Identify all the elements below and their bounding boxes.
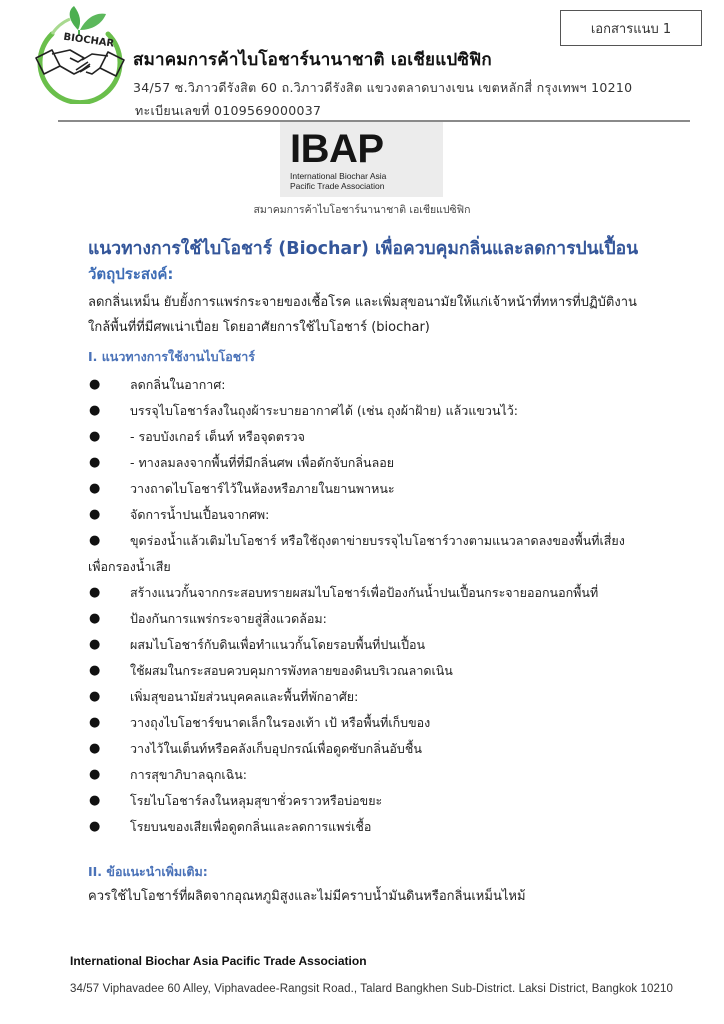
bullet-icon: ●	[89, 637, 101, 652]
list-item: ● ใช้ผสมในกระสอบควบคุมการพังทลายของดินบริเวณลาดเนิน	[88, 658, 658, 684]
section-1-list	[88, 372, 658, 840]
bullet-icon: ●	[89, 819, 101, 834]
registration-number: ทะเบียนเลขที่ 0109569000037	[135, 103, 322, 118]
document-title: แนวทางการใช้ไบโอชาร์ (Biochar) เพื่อควบคุมกลิ่นและลดการปนเปื้อน	[88, 239, 639, 259]
list-item: ● - ทางลมลงจากพื้นที่ที่มีกลิ่นศพ เพื่อดักจับกลิ่นลอย	[88, 450, 658, 476]
list-item: ● ลดกลิ่นในอากาศ:	[88, 372, 658, 398]
list-item: ● การสุขาภิบาลฉุกเฉิน:	[88, 762, 658, 788]
ibap-logo-subtitle-2: Pacific Trade Association	[290, 180, 385, 191]
bullet-icon: ●	[89, 793, 101, 808]
biochar-logo-text: BIOCHAR	[62, 31, 115, 50]
list-item: ● ป้องกันการแพร่กระจายสู่สิ่งแวดล้อม:	[88, 606, 658, 632]
section-2-text: ควรใช้ไบโอชาร์ที่ผลิตจากอุณหภูมิสูงและไม่มีคราบน้ำมันดินหรือกลิ่นเหม็นไหม้	[88, 889, 526, 904]
bullet-icon: ●	[89, 767, 101, 782]
section-2-heading: II. ข้อแนะนำเพิ่มเติม:	[88, 864, 208, 879]
list-item: ● โรยไบโอชาร์ลงในหลุมสุขาชั่วคราวหรือบ่อขยะ	[88, 788, 658, 814]
bullet-icon: ●	[89, 455, 101, 470]
bullet-icon: ●	[89, 377, 101, 392]
objective-heading: วัตถุประสงค์:	[88, 265, 174, 283]
biochar-handshake-logo-icon	[30, 4, 130, 104]
bullet-icon: ●	[89, 507, 101, 522]
bullet-icon: ●	[89, 403, 101, 418]
ibap-logo	[280, 122, 443, 197]
objective-text	[88, 290, 648, 340]
bullet-icon: ●	[89, 533, 101, 548]
list-item: ● โรยบนของเสียเพื่อดูดกลิ่นและลดการแพร่เชื้อ	[88, 814, 658, 840]
ibap-logo-subtitle-1: International Biochar Asia	[290, 170, 387, 181]
list-item: ● วางไว้ในเต็นท์หรือคลังเก็บอุปกรณ์เพื่อดูดซับกลิ่นอับชื้น	[88, 736, 658, 762]
list-item: ● วางถาดไบโอชาร์ไว้ในห้องหรือภายในยานพาหนะ	[88, 476, 658, 502]
list-item: ● สร้างแนวกั้นจากกระสอบทรายผสมไบโอชาร์เพื่อป้องกันน้ำปนเปื้อนกระจายออกนอกพื้นที่	[88, 580, 658, 606]
attachment-label: เอกสารแนบ 1	[590, 21, 672, 37]
footer-address: 34/57 Viphavadee 60 Alley, Viphavadee-Rangsit Road., Talard Bangkhen Sub-District. Laksi District, Bangkok 10210	[70, 983, 673, 995]
org-address-thai: 34/57 ซ.วิภาวดีรังสิต 60 ถ.วิภาวดีรังสิต แขวงตลาดบางเขน เขตหลักสี่ กรุงเทพฯ 10210	[133, 80, 633, 95]
ibap-logo-mark: IBAP	[290, 126, 384, 171]
section-1-heading: I. แนวทางการใช้งานไบโอชาร์	[88, 349, 255, 364]
bullet-icon: ●	[89, 429, 101, 444]
bullet-icon: ●	[89, 663, 101, 678]
list-item: ● วางถุงไบโอชาร์ขนาดเล็กในรองเท้า เป้ หรือพื้นที่เก็บของ	[88, 710, 658, 736]
ibap-caption: สมาคมการค้าไบโอชาร์นานาชาติ เอเชียแปซิฟิก	[253, 204, 471, 216]
attachment-label-box	[560, 10, 702, 46]
bullet-icon: ●	[89, 689, 101, 704]
bullet-icon: ●	[89, 741, 101, 756]
list-item: ● ขุดร่องน้ำแล้วเติมไบโอชาร์ หรือใช้ถุงตาข่ายบรรจุไบโอชาร์วางตามแนวลาดลงของพื้นที่เสี่ยง เพื่อกรองน้ำเสีย	[88, 528, 658, 580]
bullet-icon: ●	[89, 481, 101, 496]
list-item-continuation: เพื่อกรองน้ำเสีย	[88, 559, 171, 574]
bullet-icon: ●	[89, 611, 101, 626]
list-item: ● จัดการน้ำปนเปื้อนจากศพ:	[88, 502, 658, 528]
list-item: ● เพิ่มสุขอนามัยส่วนบุคคลและพื้นที่พักอาศัย:	[88, 684, 658, 710]
list-item: ● ผสมไบโอชาร์กับดินเพื่อทำแนวกั้นโดยรอบพื้นที่ปนเปื้อน	[88, 632, 658, 658]
bullet-icon: ●	[89, 585, 101, 600]
org-name-thai: สมาคมการค้าไบโอชาร์นานาชาติ เอเชียแปซิฟิก	[133, 50, 492, 70]
objective-line-1: ลดกลิ่นเหม็น ยับยั้งการแพร่กระจายของเชื้อโรค และเพิ่มสุขอนามัยให้แก่เจ้าหน้าที่ทหารที่ปฏิบัติงาน	[88, 295, 637, 310]
list-item: ● - รอบบังเกอร์ เต็นท์ หรือจุดตรวจ	[88, 424, 658, 450]
objective-line-2: ใกล้พื้นที่ที่มีศพเน่าเปื่อย โดยอาศัยการใช้ไบโอชาร์ (biochar)	[88, 320, 430, 335]
footer-org-name: International Biochar Asia Pacific Trade Association	[70, 954, 367, 968]
bullet-icon: ●	[89, 715, 101, 730]
list-item: ● บรรจุไบโอชาร์ลงในถุงผ้าระบายอากาศได้ (เช่น ถุงผ้าฝ้าย) แล้วแขวนไว้:	[88, 398, 658, 424]
